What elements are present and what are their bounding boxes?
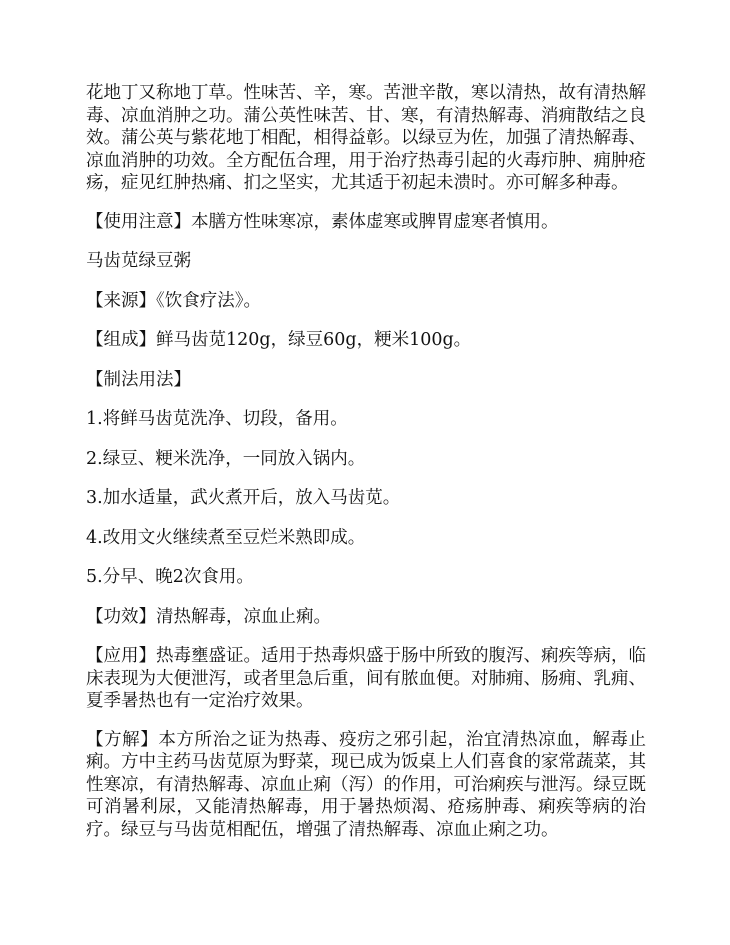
method-step-4: 4.改用文火继续煮至豆烂米熟即成。 [86,527,366,548]
document-body [86,82,646,857]
paragraph-method-heading: 【制法用法】 [86,369,191,390]
paragraph-source: 【来源】《饮食疗法》。 [86,290,261,311]
paragraph-application: 【应用】热毒壅盛证。适用于热毒炽盛于肠中所致的腹泻、痢疾等病，临床表现为大便泄泻，或者里急后重，间有脓血便。对肺痈、肠痈、乳痈、夏季暑热也有一定治疗效果。 [86,646,646,711]
method-step-3: 3.加水适量，武火煮开后，放入马齿苋。 [86,488,401,508]
paragraph-efficacy-explanation: 花地丁又称地丁草。性味苦、辛，寒。苦泄辛散，寒以清热，故有清热解毒、凉血消肿之功。蒲公英性味苦、甘、寒，有清热解毒、消痈散结之良效。蒲公英与紫花地丁相配，相得益彰。以绿豆为佐，加强了清热解毒、凉血消肿的功效。全方配伍合理，用于治疗热毒引起的火毒疖肿、痈肿疮疡，症见红肿热痛、扪之坚实，尤其适于初起未溃时。亦可解多种毒。 [86,83,646,193]
paragraph-usage-caution: 【使用注意】本膳方性味寒凉，素体虚寒或脾胃虚寒者慎用。 [86,211,559,232]
paragraph-ingredients: 【组成】鲜马齿苋120g，绿豆60g，粳米100g。 [86,330,472,350]
paragraph-effect: 【功效】清热解毒，凉血止痢。 [86,606,331,627]
method-step-2: 2.绿豆、粳米洗净，一同放入锅内。 [86,448,366,469]
recipe-title: 马齿苋绿豆粥 [86,251,191,271]
paragraph-formula-analysis: 【方解】本方所治之证为热毒、疫疠之邪引起，治宜清热凉血，解毒止痢。方中主药马齿苋原为野菜，现已成为饭桌上人们喜食的家常蔬菜，其性寒凉，有清热解毒、凉血止痢（泻）的作用，可治痢疾与泄泻。绿豆既可消暑利尿，又能清热解毒，用于暑热烦渴、疮疡肿毒、痢疾等病的治疗。绿豆与马齿苋相配伍，增强了清热解毒、凉血止痢之功。 [86,729,646,840]
method-step-5: 5.分早、晚2次食用。 [86,567,254,587]
method-step-1: 1.将鲜马齿苋洗净、切段，备用。 [86,409,348,429]
